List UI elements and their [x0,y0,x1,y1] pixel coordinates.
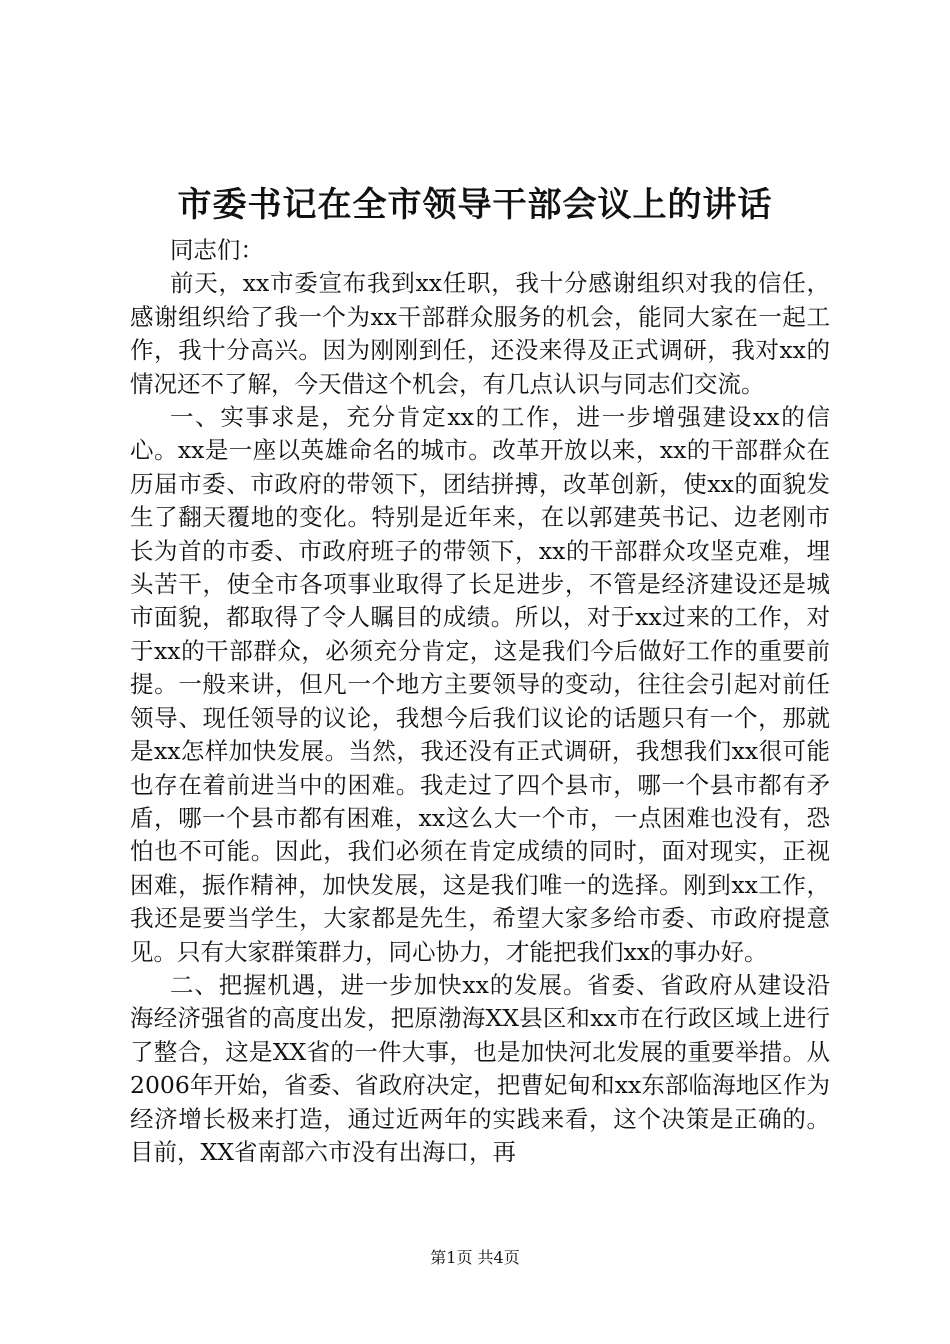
section-two-paragraph: 二、把握机遇，进一步加快xx的发展。省委、省政府从建设沿海经济强省的高度出发，把原渤海XX县区和xx市在行政区域上进行了整合，这是XX省的一件大事，也是加快河北发展的重要举措。从2006年开始，省委、省政府决定，把曹妃甸和xx东部临海地区作为经济增长极来打造，通过近两年的实践来看，这个决策是正确的。目前，XX省南部六市没有出海口，再 [130,970,830,1166]
salutation-paragraph: 同志们： [169,236,264,264]
intro-paragraph: 前天，xx市委宣布我到xx任职，我十分感谢组织对我的信任，感谢组织给了我一个为xx干部群众服务的机会，能同大家在一起工作，我十分高兴。因为刚刚到任，还没来得及正式调研，我对xx的情况还不了解，今天借这个机会，有几点认识与同志们交流。 [130,269,830,398]
page-title: 市委书记在全市领导干部会议上的讲话 [177,185,773,225]
document-body [130,234,830,1169]
section-one-paragraph: 一、实事求是，充分肯定xx的工作，进一步增强建设xx的信心。xx是一座以英雄命名的城市。改革开放以来，xx的干部群众在历届市委、市政府的带领下，团结拼搏，改革创新，使xx的面貌发生了翻天覆地的变化。特别是近年来，在以郭建英书记、边老刚市长为首的市委、市政府班子的带领下，xx的干部群众攻坚克难，埋头苦干，使全市各项事业取得了长足进步，不管是经济建设还是城市面貌，都取得了令人瞩目的成绩。所以，对于xx过来的工作，对于xx的干部群众，必须充分肯定，这是我们今后做好工作的重要前提。一般来讲，但凡一个地方主要领导的变动，往往会引起对前任领导、现任领导的议论，我想今后我们议论的话题只有一个，那就是xx怎样加快发展。当然，我还没有正式调研，我想我们xx很可能也存在着前进当中的困难。我走过了四个县市，哪一个县市都有矛盾，哪一个县市都有困难，xx这么大一个市，一点困难也没有，恐怕也不可能。因此，我们必须在肯定成绩的同时，面对现实，正视困难，振作精神，加快发展，这是我们唯一的选择。刚到xx工作，我还是要当学生，大家都是先生，希望大家多给市委、市政府提意见。只有大家群策群力，同心协力，才能把我们xx的事办好。 [130,403,830,966]
page-number-footer: 第1页 共4页 [430,1248,520,1267]
